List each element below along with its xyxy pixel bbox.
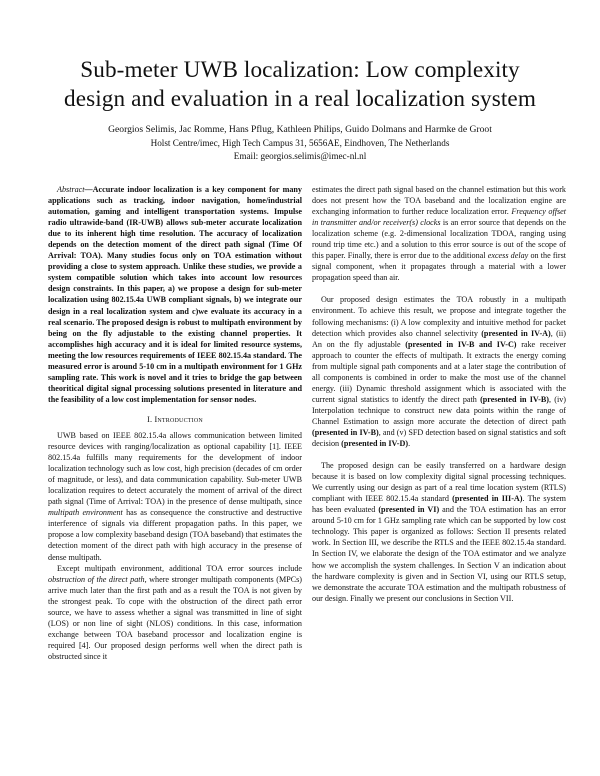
intro-p1-text: UWB based on IEEE 802.15.4a allows communication between limited resource devices with ranging/localization as optional capability [1]. IEEE 802.15.4a fulfills many requirements for the development of indoor localization technology such as low cost, high precision (decades of cm order of magnitude, or less), and data communication capability. Sub-meter UWB localization requires to detect accurately the moment of arrival of the direct path signal (Time of Arrival: TOA) in the presence of dense multipath, since: [48, 430, 302, 507]
abstract-body: —Accurate indoor localization is a key component for many applications such as tracking, indoor navigation, home/industrial automation, gaming and intelligent transportation systems. Impulse radio ultrawide-band (IR-UWB) allows sub-meter accurate localization due to its inherent high time resolution. The accuracy of localization depends on the detection moment of the direct path signal (Time Of Arrival: TOA). Many studies focus only on TOA estimation without providing a close to system approach. Unlike these studies, we provide a system compatible solution which takes into account low resources design constraints. In this paper, a) we propose a design for sub-meter localization using 802.15.4a UWB compliant signals, b) we integrate our design in a real localization system and c)we evaluate its accuracy in a real scenario. The proposed design is robust to multipath environment by being on the fly adjustable to the existing channel properties. It accomplishes high accuracy and it is ideal for limited resource systems, meeting the low resources requirements of IEEE 802.15.4a standard. The measured error is around 5-10 cm in a multipath environment for 1 GHz sampling rate. This work is novel and it tries to bridge the gap between theoritical digital signal processing solutions presented in literature and the feasibility of a low cost implementation for sensor nodes.: [48, 185, 302, 404]
intro-p1-emphasis: multipath environment: [48, 508, 123, 518]
intro-paragraph-1: [48, 430, 302, 563]
intro-p1-rest: has as consequence the constructive and destructive interference of signals via different propagation paths. In this paper, we propose a low complexity baseband design (TOA baseband) that estimates the detection moment of the direct path with high accuracy in the presense of dense multipath.: [48, 508, 302, 562]
intro-p2-text-a: Except multipath environment, additional TOA error sources include: [57, 563, 302, 573]
intro-p2-text-b: , where stronger multipath components (MPCs) arrive much later than the first path and as a result the TOA is not given by the strongest peak. To cope with the obstruction of the direct path error source, we have to assess whether a signal was transmitted in line of sight (LOS) or non line of sight (NLOS) conditions. In this case, information exchange between TOA baseband processor and localization engine is required [4]. Our proposed design performs well when the direct path is obstructed since it: [48, 574, 302, 661]
right-p3-text-a: The proposed design can be easily transferred on a hardware design because it is based on low complexity digital signal processing techniques. We currently using our design as part of a real time location system (RTLS) compliant with IEEE 802.15.4a standard: [312, 461, 566, 504]
right-p2-text-b: , (ii) An on the fly adjustable: [312, 328, 566, 349]
title-line-2: design and evaluation in a real localization system: [64, 86, 536, 112]
right-p2-text-e: , and (v) SFD detection based on signal statistics and soft decision: [312, 427, 566, 449]
right-paragraph-3: [312, 460, 566, 604]
intro-paragraph-2: [48, 563, 302, 662]
affiliation: Holst Centre/imec, High Tech Campus 31, 5656AE, Eindhoven, The Netherlands: [150, 138, 450, 148]
author-list: Georgios Selimis, Jac Romme, Hans Pflug, Kathleen Philips, Guido Dolmans and Harmke de Groot: [108, 124, 492, 135]
right-p3-text-b: . The system has been evaluated: [312, 494, 566, 515]
right-p1-text-b: is an error source that depends on the localization scheme (e.g. 2-dimensional localization TDOA, ranging using round trip time etc.) and a solution to this error source is out of the scope of this paper. Finally, there is error due to the additional: [312, 218, 566, 261]
right-paragraph-1: [312, 184, 566, 283]
right-paragraph-2: Our proposed design estimates the TOA robustly in a multipath environment. To achieve this result, we propose and integrate together the following mechanisms: (i) A low complexity and intuitive method for packet detection which provides also channel selectivity (presented in IV-A), (ii) An on the fly adjustable (presented in IV-B and IV-C) rake receiver approach to counter the effects of multipath. It extracts the energy coming from multiple signal path components and at a later stage the contribution of all components is combined in order to make the most use of the channel energy. (iii) Dynamic threshold assignment which is associated with the current signal statistics to identfy the direct path (presented in IV-B), (iv) Interpolation technique to construct new data points within the range of Channel Estimation to assign more accurate the detection of direct path (presented in IV-B), and (v) SFD detection based on signal statistics and soft decision (presented in IV-D).: [312, 295, 567, 449]
right-p3-text-c: and the TOA estimation has an error around 5-10 cm for 1 GHz sampling rate which can be supported by low cost technology. This paper is organized as follows: Section II presents related work. In Section III, we describe the RTLS and the IEEE 802.15.4a standard. In Section IV, we elaborate the design of the TOA estimator and we analyze how we accomplish the system challenges. In Section V an indication about the hardware complexity is given and in Section VI, using our RTLS setup, we demonstrate the accurate TOA estimation and the multipath robustness of our design. Finally we present our conclusions in Section VII.: [312, 505, 567, 603]
paper-title: [20, 56, 580, 114]
section-heading-introduction: [48, 414, 302, 425]
abstract-label: Abstract: [57, 185, 85, 194]
intro-p2-emphasis: obstruction of the direct path: [48, 574, 145, 584]
right-p2-ref-4: (presented in IV-B): [312, 427, 379, 437]
right-p1-emphasis-2: excess delay: [487, 251, 529, 261]
right-p1-text-a: estimates the direct path signal based on the channel estimation but this work does not present how the TOA baseband and the localization engine are exchanging information to further reduce localization error.: [312, 185, 566, 217]
right-p1-emphasis-1: Frequency offset in transmitter and/or receiver(s) clocks: [312, 207, 567, 228]
contact-email: Email: georgios.selimis@imec-nl.nl: [233, 151, 367, 161]
right-p2-text-c: rake receiver approach to counter the effects of multipath. It extracts the energy coming from multiple signal path components and at a later stage the contribution of all components is combined in order to make the most use of the channel energy. (iii) Dynamic threshold assignment which is associated with the current signal statistics to identfy the direct path: [312, 339, 566, 404]
right-p2-text-a: Our proposed design estimates the TOA robustly in a multipath environment. To achieve this result, we propose and integrate together the following mechanisms: (i) A low complexity and intuitive method for packet detection which provides also channel selectivity: [312, 295, 566, 338]
right-p2-ref-5: (presented in IV-D): [341, 439, 409, 449]
section-title: Introduction: [154, 414, 203, 424]
right-p2-ref-3: (presented in IV-B): [480, 394, 549, 404]
right-column: [312, 184, 566, 604]
title-line-1: Sub-meter UWB localization: Low complexity: [80, 57, 520, 83]
right-p2-text-d: , (iv) Interpolation technique to construct new data points within the range of Channel Estimation to assign more accurate the detection of direct path: [312, 394, 567, 426]
right-p1-text-c: on the first signal component, when it propagates through a material with a lower propagation speed than air.: [312, 251, 567, 283]
right-p2-ref-1: (presented in IV-A): [481, 328, 551, 338]
abstract: [48, 184, 302, 405]
right-p3-ref-2: (presented in VI): [378, 505, 440, 515]
section-number: I.: [147, 414, 155, 424]
right-p3-ref-1: (presented in III-A): [452, 494, 523, 504]
right-p2-ref-2: (presented in IV-B and IV-C): [405, 339, 517, 349]
left-column: [48, 184, 302, 662]
